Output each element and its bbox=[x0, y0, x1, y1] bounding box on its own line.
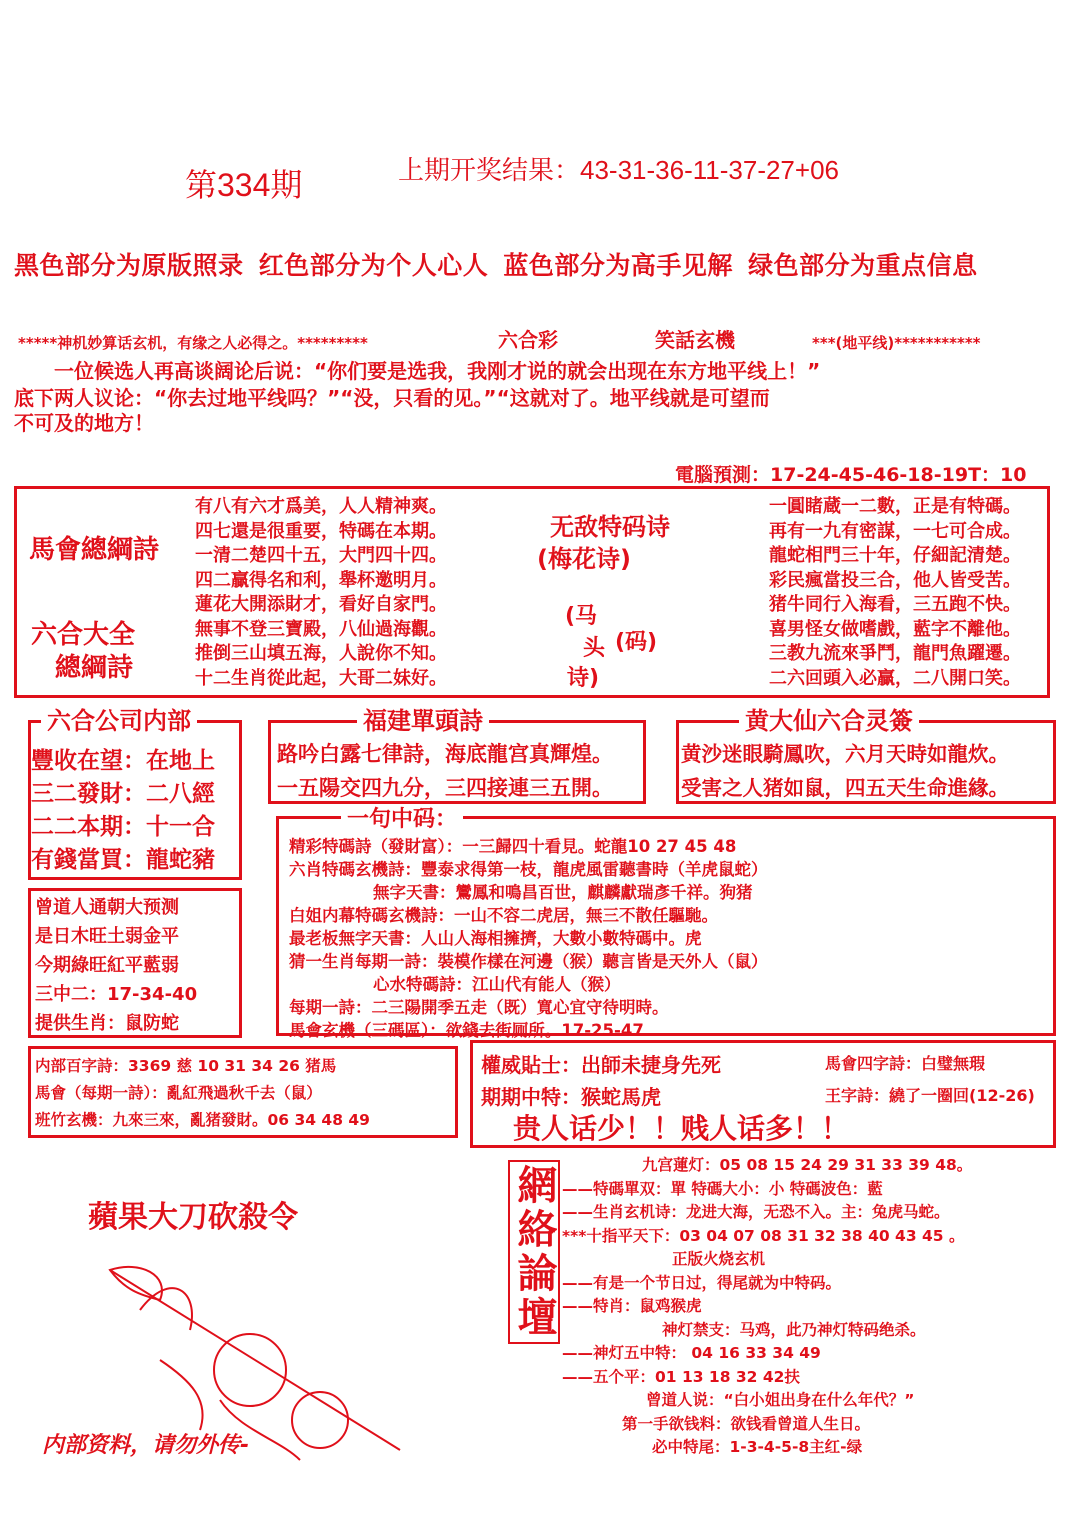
one-sentence-line: 最老板無字天書：人山人海相擁擠，大數小數特碼中。虎 bbox=[289, 929, 702, 948]
bottom-left-box bbox=[28, 1046, 458, 1138]
bottom-left-line: 馬會（每期一詩）：亂紅飛過秋千去（鼠） bbox=[35, 1084, 322, 1102]
issue-number: 第334期 bbox=[185, 167, 303, 203]
poem-line: 無事不登三寶殿，八仙過海觀。 bbox=[195, 618, 447, 640]
company-line: 三二發財：二八經 bbox=[31, 781, 215, 807]
apple-title: 蘋果大刀砍殺令 bbox=[88, 1200, 298, 1235]
mid-title-2: (梅花诗) bbox=[537, 545, 631, 573]
poem-left bbox=[195, 495, 447, 691]
color-legend: 黑色部分为原版照录 红色部分为个人心人 蓝色部分为高手见解 绿色部分为重点信息 bbox=[14, 251, 978, 280]
forum-line: 必中特尾：1-3-4-5-8主红-绿 bbox=[652, 1438, 863, 1456]
flourish bbox=[160, 1360, 203, 1430]
one-sentence-line: 每期一詩：二三陽開季五走（既）寬心宜守待明時。 bbox=[289, 998, 669, 1017]
forum-vertical-title: 網絡論壇 bbox=[508, 1160, 560, 1344]
company-box bbox=[28, 707, 242, 880]
forum-line: ——有是一个节日过，得尾就为中特码。 bbox=[562, 1273, 842, 1292]
wong-line: 受害之人猪如鼠，四五天生命進緣。 bbox=[681, 776, 1009, 800]
four-label: 馬會四字詩： bbox=[825, 1054, 922, 1073]
mid-title-3b: 头 bbox=[583, 636, 606, 661]
taoist-line: 今期綠旺紅平藍弱 bbox=[35, 955, 179, 976]
poem-line: 龍蛇相門三十年，仔細記清楚。 bbox=[769, 545, 1021, 566]
taoist-line: 三中二：17-34-40 bbox=[35, 984, 198, 1005]
taoist-line: 是日木旺土弱金平 bbox=[35, 926, 179, 947]
each-label: 期期中特： bbox=[481, 1085, 581, 1109]
forum-line: ——神灯五中特： 04 16 33 34 49 bbox=[562, 1344, 821, 1362]
forum-list bbox=[562, 1154, 972, 1460]
taoist-box bbox=[28, 888, 242, 1038]
forum-line: 正版火烧玄机 bbox=[672, 1250, 766, 1268]
poem-right bbox=[769, 495, 1021, 691]
slogan: 贵人话少！！贱人话多！！ bbox=[513, 1112, 850, 1145]
poem-line: 四七還是很重要，特碼在本期。 bbox=[195, 520, 447, 542]
mid-title-3c: (码) bbox=[615, 630, 658, 655]
one-sentence-line: 六肖特碼玄機詩：豐泰求得第一枝，龍虎風雷聽書時（羊虎鼠蛇） bbox=[289, 860, 768, 879]
poem-line: 猪牛同行入海看，三五跑不快。 bbox=[769, 594, 1021, 615]
joke-header-mid1: 六合彩 bbox=[498, 328, 558, 352]
tips-value: 出師未捷身先死 bbox=[581, 1053, 721, 1077]
last-result-label: 上期开奖结果： bbox=[398, 155, 581, 185]
poem-line: 推倒三山填五海，人說你不知。 bbox=[195, 643, 447, 664]
forum-line: ——生肖玄机诗：龙进大海，无恐不入。主：兔虎马蛇。 bbox=[562, 1203, 950, 1221]
one-sentence-title: 一句中码： bbox=[341, 805, 463, 835]
king-value: 繞了一圈回(12-26) bbox=[889, 1086, 1035, 1105]
mid-title-3a: (马 bbox=[565, 604, 598, 629]
wong-line: 黄沙迷眼騎鳳吹，六月天時如龍炊。 bbox=[681, 742, 1009, 766]
company-line: 有錢當買：龍蛇豬 bbox=[31, 847, 215, 873]
fujian-line: 路吟白露七律詩，海底龍宫真輝煌。 bbox=[277, 742, 613, 766]
left-title-2b: 總綱詩 bbox=[55, 653, 134, 683]
forum-line: 第一手欲钱料：欲钱看曾道人生日。 bbox=[622, 1414, 871, 1433]
forum-line: ——特肖：鼠鸡猴虎 bbox=[562, 1297, 702, 1315]
taoist-line: 提供生肖：鼠防蛇 bbox=[35, 1013, 179, 1034]
poem-line: 十二生肖從此起，大哥二妹好。 bbox=[195, 667, 447, 689]
forum-line: 曾道人说：“白小姐出身在什么年代？” bbox=[646, 1391, 915, 1409]
each-value: 猴蛇馬虎 bbox=[581, 1085, 661, 1109]
main-poem-box bbox=[14, 486, 1050, 698]
last-result-value: 43-31-36-11-37-27+06 bbox=[580, 155, 839, 185]
apple-footer: 内部资料，请勿外传- bbox=[42, 1433, 250, 1458]
forum-line: ——五个平：01 13 18 32 42扶 bbox=[562, 1367, 800, 1386]
tips-label: 權威貼士： bbox=[481, 1053, 581, 1077]
joke-header-right: ***(地平线)*********** bbox=[812, 334, 981, 352]
one-sentence-line: 馬會玄機（三碼區）：欲錢去街厕所。17-25-47 bbox=[289, 1021, 644, 1040]
company-line: 二二本期：十一合 bbox=[31, 814, 215, 840]
poem-line: 蓮花大開添財才，看好自家門。 bbox=[195, 594, 447, 615]
four-value: 白璧無瑕 bbox=[921, 1054, 986, 1073]
joke-body bbox=[14, 356, 1064, 436]
seal-circle-1 bbox=[214, 1334, 286, 1406]
one-sentence-line: 白姐内幕特碼玄機詩：一山不容二虎居，無三不散任驅馳。 bbox=[289, 906, 718, 925]
bottom-left-line: 班竹玄機：九來三來，亂猪發財。06 34 48 49 bbox=[35, 1111, 370, 1129]
one-sentence-line: 精彩特碼詩（發財富）：一三歸四十看見。蛇龍10 27 45 48 bbox=[289, 837, 737, 856]
king-label: 王字詩： bbox=[825, 1086, 890, 1105]
company-box-title: 六合公司内部 bbox=[41, 706, 197, 736]
left-title-1: 馬會總綱詩 bbox=[29, 535, 160, 565]
fujian-line: 一五陽交四九分，三四接連三五開。 bbox=[277, 776, 613, 800]
poem-line: 再有一九有密謀，一七可合成。 bbox=[769, 520, 1021, 542]
bottom-left-line: 内部百字詩：3369 慈 10 31 34 26 猪馬 bbox=[35, 1057, 337, 1075]
fujian-box-title: 福建單頭詩 bbox=[357, 706, 489, 736]
computer-forecast: 電腦預測：17-24-45-46-18-19T：10 bbox=[675, 464, 1027, 486]
four-char-poem bbox=[825, 1051, 985, 1074]
poem-line: 有八有六才爲美，人人精神爽。 bbox=[195, 496, 447, 517]
bottom-right-box bbox=[470, 1040, 1056, 1148]
forum-line: ***十指平天下：03 04 07 08 31 32 38 40 43 45 。 bbox=[562, 1226, 965, 1245]
poem-line: 一圓睹蔵一二數，正是有特碼。 bbox=[769, 496, 1021, 517]
king-poem bbox=[825, 1083, 1035, 1106]
poem-line: 一清二楚四十五，大門四十四。 bbox=[195, 545, 447, 566]
one-sentence-line: 猜一生肖每期一詩：裝模作樣在河邊（猴）聽言皆是天外人（鼠） bbox=[289, 952, 768, 971]
company-line: 豐收在望：在地上 bbox=[31, 748, 215, 774]
joke-header-mid2: 笑話玄機 bbox=[655, 328, 735, 352]
mid-title-1: 无敌特码诗 bbox=[550, 513, 670, 541]
left-title-2a: 六合大全 bbox=[31, 620, 136, 650]
forum-line: ——特碼單双：單 特碼大小：小 特碼波色：藍 bbox=[562, 1179, 883, 1198]
poem-line: 喜男怪女做嗜戲，藍字不離他。 bbox=[769, 618, 1021, 640]
last-result bbox=[398, 150, 839, 187]
joke-header-left: *****神机妙算话玄机，有缘之人必得之。********* bbox=[18, 334, 368, 352]
poem-line: 二六回頭入必贏，二八開口笑。 bbox=[769, 667, 1021, 689]
poem-line: 三教九流來爭鬥，龍門魚躍遷。 bbox=[769, 643, 1021, 664]
taoist-title: 曾道人通朝大预测 bbox=[35, 897, 179, 918]
poem-line: 四二贏得名和利，舉杯邀明月。 bbox=[195, 569, 447, 591]
tips bbox=[481, 1049, 721, 1078]
forum-line: 神灯禁支：马鸡，此乃神灯特码绝杀。 bbox=[662, 1320, 926, 1339]
forum-line: 九宫蓮灯：05 08 15 24 29 31 33 39 48。 bbox=[642, 1156, 973, 1174]
joke-line: 一位候选人再高谈阔论后说：“你们要是选我，我刚才说的就会出现在东方地平线上！” bbox=[54, 359, 821, 383]
wong-box-title: 黄大仙六合灵簽 bbox=[739, 706, 919, 736]
each-period bbox=[481, 1081, 661, 1110]
poem-line: 彩民瘋當投三合，他人皆受苦。 bbox=[769, 569, 1021, 591]
joke-line: 不可及的地方！ bbox=[14, 411, 154, 435]
fujian-box bbox=[268, 707, 646, 804]
joke-line: 底下两人议论：“你去过地平线吗？”“没，只看的见。”“这就对了。地平线就是可望而 bbox=[14, 386, 770, 410]
one-sentence-line: 無字天書：鸞鳳和鳴昌百世，麒麟獻瑞彥千祥。狗猪 bbox=[373, 883, 753, 902]
wong-box bbox=[676, 707, 1056, 804]
one-sentence-line: 心水特碼詩：江山代有能人（猴） bbox=[373, 975, 621, 994]
one-sentence-box bbox=[276, 807, 1056, 1040]
mid-title-3d: 诗) bbox=[567, 666, 600, 691]
